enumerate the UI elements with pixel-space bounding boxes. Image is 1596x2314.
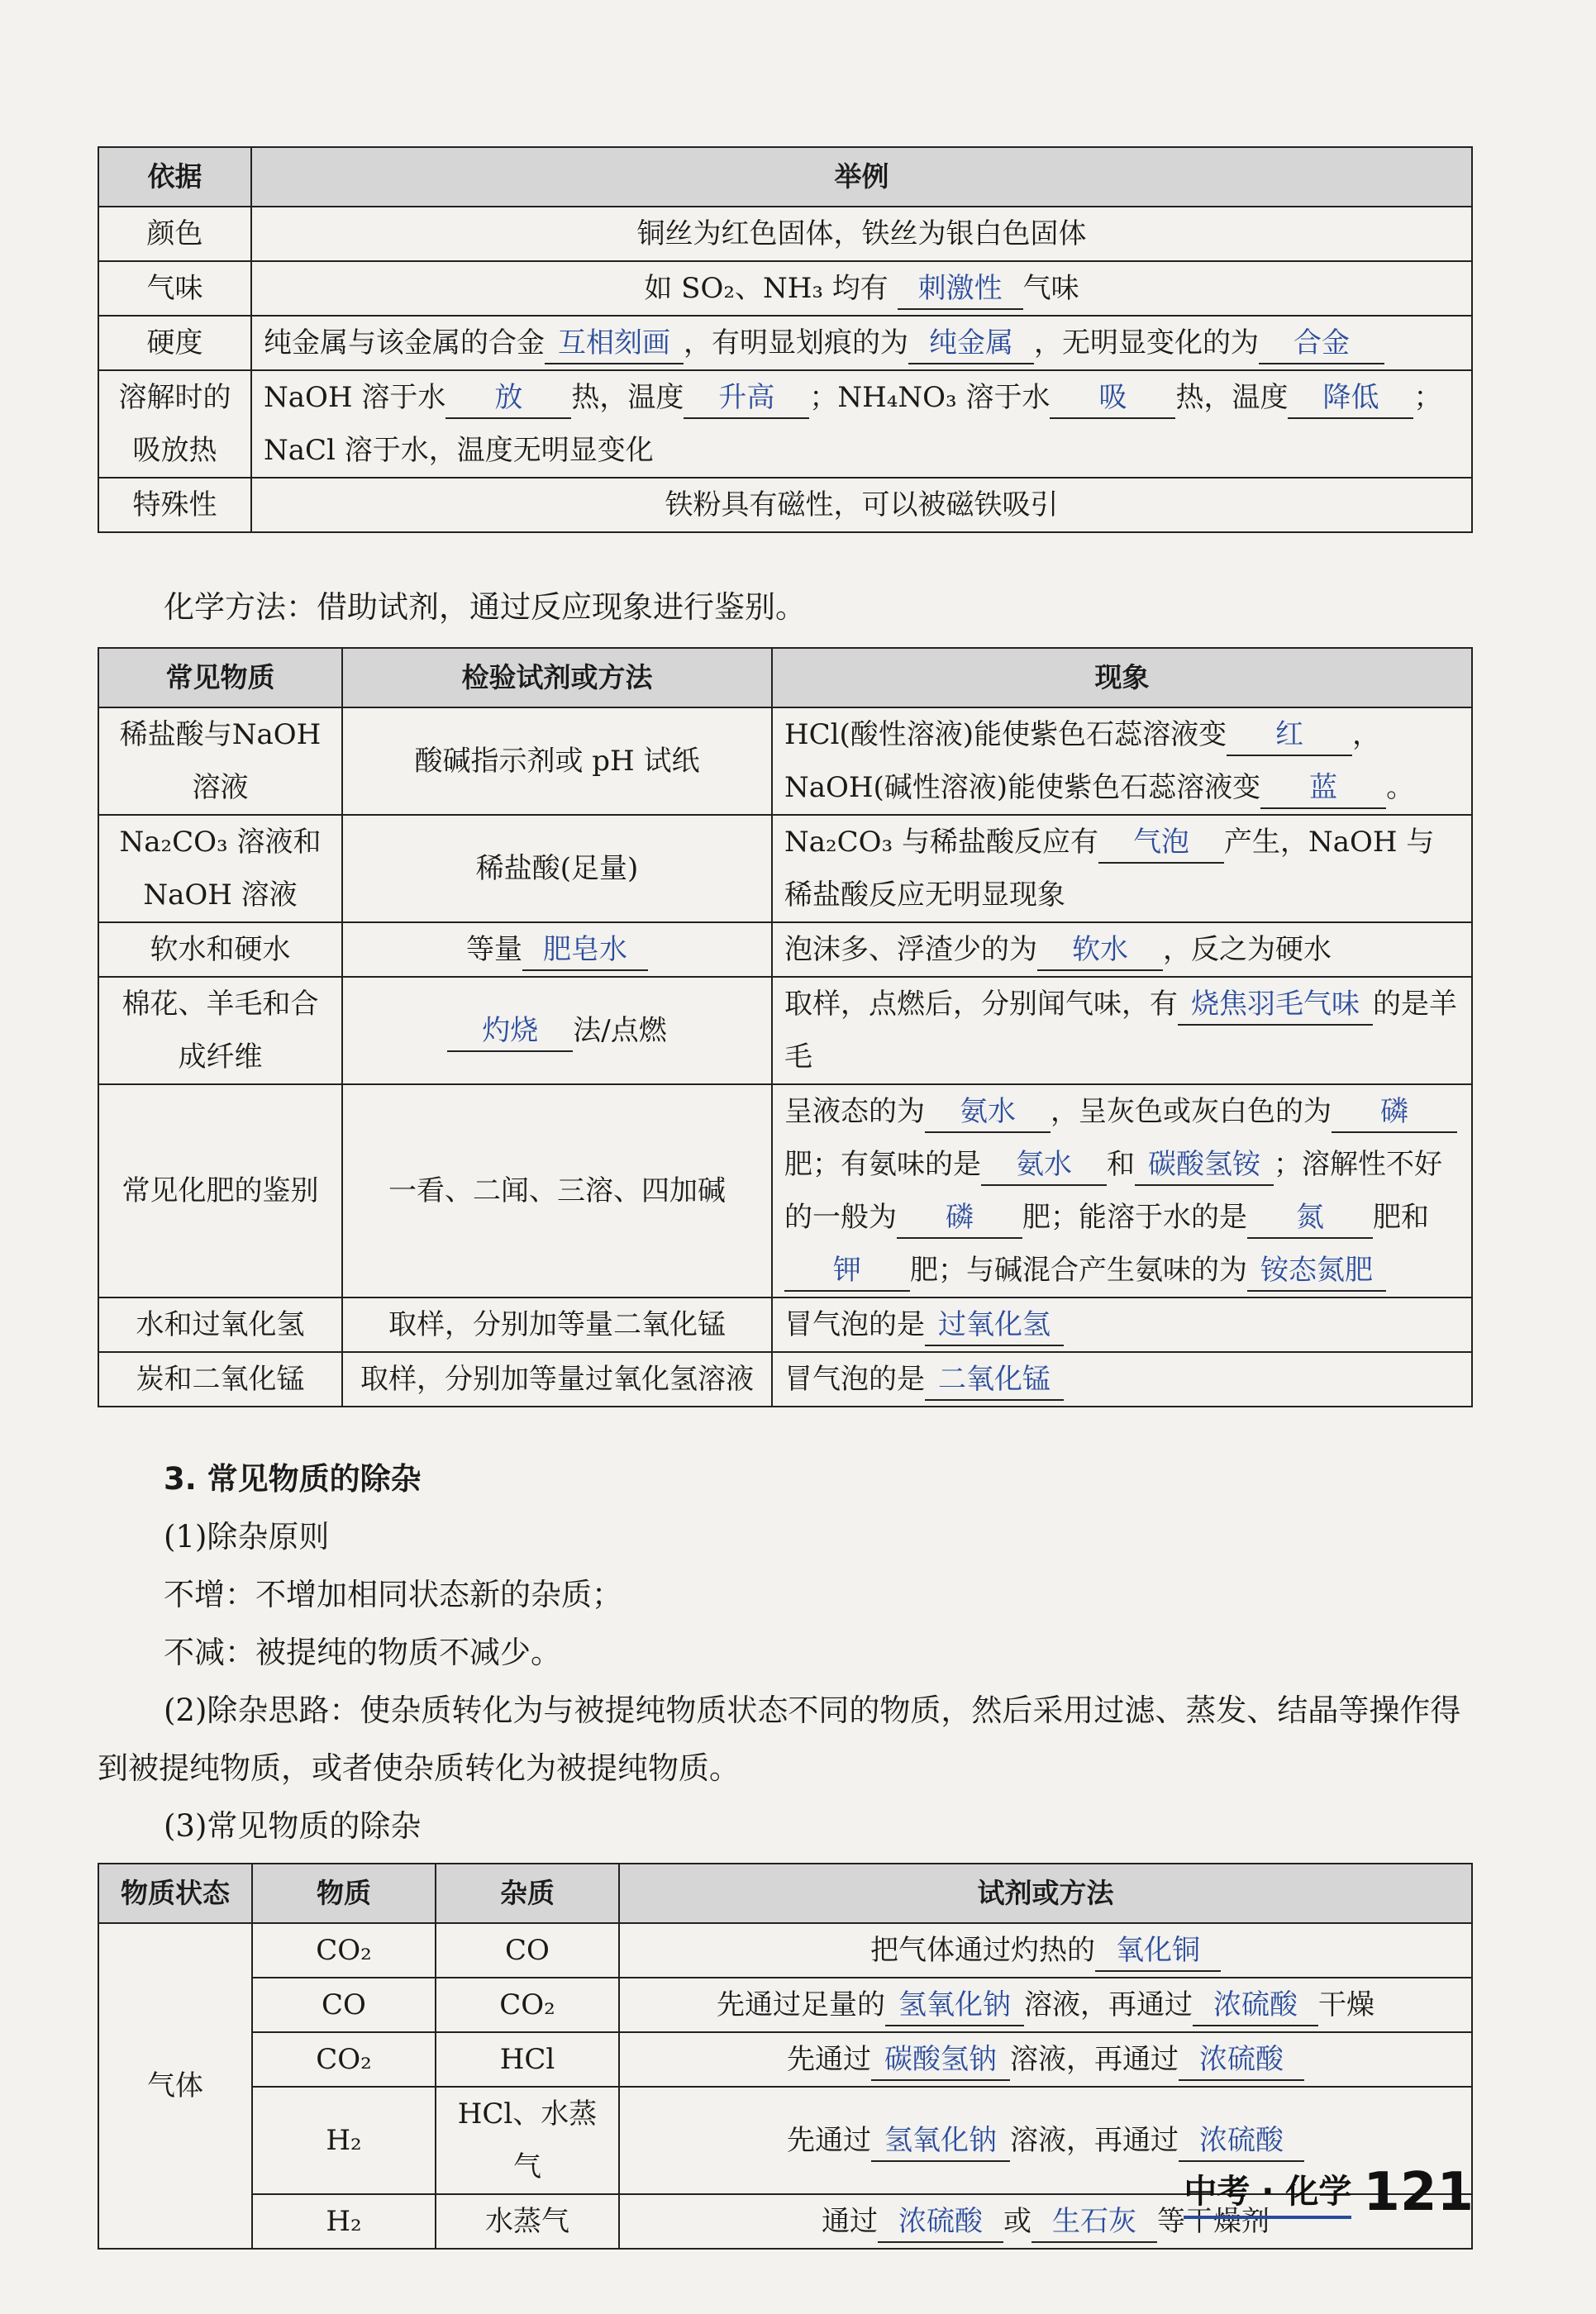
reagent-cell: 通过 浓硫酸 或 生石灰 等干燥剂 [619,2194,1472,2249]
chemical-method-text: 化学方法：借助试剂，通过反应现象进行鉴别。 [164,589,806,625]
substance-cell: Na₂CO₃ 溶液和NaOH 溶液 [98,815,342,922]
impurity-cell: CO [436,1923,619,1978]
header-phenomenon: 现象 [772,648,1472,707]
phenomenon-cell: 冒气泡的是 二氧化锰 [772,1352,1472,1407]
answer-blank: 软水 [1037,930,1163,971]
answer-blank: 吸 [1050,378,1175,419]
answer-blank: 氨水 [925,1092,1051,1133]
answer-blank: 二氧化锰 [925,1359,1064,1401]
answer-blank: 氧化铜 [1095,1931,1221,1972]
physical-method-table [98,146,1473,533]
answer-blank: 浓硫酸 [1193,1985,1318,2026]
impurity-cell: CO₂ [436,1978,619,2032]
table-row [98,977,1472,1084]
substance-cell: 炭和二氧化锰 [98,1352,342,1407]
subject-label: 中考 · 化学 [1184,2165,1351,2219]
substance-cell: CO₂ [252,2032,436,2087]
reagent-cell: 先通过 碳酸氢钠 溶液，再通过 浓硫酸 [619,2032,1472,2087]
answer-blank: 碳酸氢钠 [871,2040,1010,2081]
answer-blank: 蓝 [1260,768,1386,809]
section-3-block [98,1450,1486,1855]
method-cell: 取样，分别加等量过氧化氢溶液 [342,1352,772,1407]
method-cell: 灼烧 法/点燃 [342,977,772,1084]
table-row [98,1297,1472,1352]
header-substance: 常见物质 [98,648,342,707]
answer-blank: 纯金属 [908,323,1034,364]
table-row [98,207,1472,261]
state-cell: 气体 [98,1923,252,2249]
row-label: 硬度 [98,316,251,370]
reagent-cell: 先通过足量的 氢氧化钠 溶液，再通过 浓硫酸 干燥 [619,1978,1472,2032]
answer-blank: 氮 [1247,1197,1373,1239]
substance-cell: 水和过氧化氢 [98,1297,342,1352]
answer-blank: 合金 [1259,323,1384,364]
table-row [98,922,1472,977]
row-text: 纯金属与该金属的合金 互相刻画 ，有明显划痕的为 纯金属 ，无明显变化的为 合金 [251,316,1472,370]
answer-blank: 磷 [897,1197,1022,1239]
section-title: 3. 常见物质的除杂 [164,1461,422,1497]
substance-cell: H₂ [252,2194,436,2249]
answer-blank: 放 [445,378,571,419]
header-method: 检验试剂或方法 [342,648,772,707]
table-row [98,1923,1472,1978]
impurity-cell: HCl [436,2032,619,2087]
answer-blank: 刺激性 [898,269,1023,310]
phenomenon-cell: 泡沫多、浮渣少的为 软水 ，反之为硬水 [772,922,1472,977]
answer-blank: 过氧化氢 [925,1305,1064,1346]
table-row [98,478,1472,532]
phenomenon-cell: 取样，点燃后，分别闻气味，有 烧焦羽毛气味 的是羊毛 [772,977,1472,1084]
answer-blank: 氨水 [981,1145,1107,1186]
substance-cell: H₂ [252,2087,436,2194]
principle-line-1: 不增：不增加相同状态新的杂质； [164,1577,622,1612]
answer-blank: 氢氧化钠 [885,1985,1024,2026]
table-row [98,815,1472,922]
row-label: 颜色 [98,207,251,261]
answer-blank: 灼烧 [447,1011,573,1052]
answer-blank: 碳酸氢铵 [1135,1145,1274,1186]
header-impurity: 杂质 [436,1864,619,1923]
page-footer [1184,2162,1474,2223]
phenomenon-cell: 冒气泡的是 过氧化氢 [772,1297,1472,1352]
substance-cell: CO₂ [252,1923,436,1978]
table-row [98,2032,1472,2087]
header-example: 举例 [251,147,1472,207]
answer-blank: 气泡 [1098,822,1224,864]
table-row [98,261,1472,316]
subsection-3: (3)常见物质的除杂 [164,1808,422,1844]
table-row [98,707,1472,815]
reagent-cell: 先通过 氢氧化钠 溶液，再通过 浓硫酸 [619,2087,1472,2194]
impurity-cell: HCl、水蒸气 [436,2087,619,2194]
table-row [98,1084,1472,1297]
method-cell: 稀盐酸(足量) [342,815,772,922]
table-row [98,1352,1472,1407]
answer-blank: 烧焦羽毛气味 [1178,984,1373,1026]
header-substance: 物质 [252,1864,436,1923]
method-cell: 一看、二闻、三溶、四加碱 [342,1084,772,1297]
answer-blank: 铵态氮肥 [1247,1250,1386,1292]
table-header-row [98,1864,1472,1923]
reagent-cell: 把气体通过灼热的 氧化铜 [619,1923,1472,1978]
answer-blank: 生石灰 [1031,2202,1157,2243]
table-header-row [98,147,1472,207]
row-text: 铜丝为红色固体，铁丝为银白色固体 [251,207,1472,261]
answer-blank: 肥皂水 [522,930,648,971]
page-number: 121 [1363,2162,1474,2223]
phenomenon-cell: Na₂CO₃ 与稀盐酸反应有 气泡 产生，NaOH 与稀盐酸反应无明显现象 [772,815,1472,922]
row-label: 溶解时的吸放热 [98,370,251,478]
substance-cell: 软水和硬水 [98,922,342,977]
row-text: 铁粉具有磁性，可以被磁铁吸引 [251,478,1472,532]
answer-blank: 红 [1227,715,1352,756]
method-cell: 等量 肥皂水 [342,922,772,977]
answer-blank: 磷 [1332,1092,1457,1133]
subsection-1: (1)除杂原则 [164,1519,330,1555]
substance-cell: CO [252,1978,436,2032]
table-row [98,370,1472,478]
impurity-cell: 水蒸气 [436,2194,619,2249]
phenomenon-cell: HCl(酸性溶液)能使紫色石蕊溶液变 红 ，NaOH(碱性溶液)能使紫色石蕊溶液变 蓝 。 [772,707,1472,815]
method-cell: 酸碱指示剂或 pH 试纸 [342,707,772,815]
answer-blank: 浓硫酸 [878,2202,1003,2243]
principle-line-2: 不减：被提纯的物质不减少。 [164,1635,561,1670]
answer-blank: 浓硫酸 [1179,2040,1304,2081]
row-label: 特殊性 [98,478,251,532]
answer-blank: 氢氧化钠 [871,2121,1010,2162]
substance-cell: 棉花、羊毛和合成纤维 [98,977,342,1084]
substance-cell: 稀盐酸与NaOH 溶液 [98,707,342,815]
phenomenon-cell: 呈液态的为 氨水 ，呈灰色或灰白色的为 磷肥；有氨味的是 氨水 和 碳酸氢铵 ；溶解性不好的一般为 磷 肥；能溶于水的是 氮 肥和钾 肥；与碱混合产生氨味的为 铵态氮肥 [772,1084,1472,1297]
substance-cell: 常见化肥的鉴别 [98,1084,342,1297]
table-row [98,316,1472,370]
table-header-row [98,648,1472,707]
subsection-2: (2)除杂思路：使杂质转化为与被提纯物质状态不同的物质，然后采用过滤、蒸发、结晶等操作得到被提纯物质，或者使杂质转化为被提纯物质。 [98,1693,1461,1786]
row-text: NaOH 溶于水 放 热，温度 升高 ；NH₄NO₃ 溶于水 吸 热，温度 降低 ；NaCl 溶于水，温度无明显变化 [251,370,1472,478]
header-reagent: 试剂或方法 [619,1864,1472,1923]
row-label: 气味 [98,261,251,316]
answer-blank: 降低 [1288,378,1413,419]
header-basis: 依据 [98,147,251,207]
table-row [98,1978,1472,2032]
header-state: 物质状态 [98,1864,252,1923]
method-cell: 取样，分别加等量二氧化锰 [342,1297,772,1352]
chemical-method-table [98,647,1473,1407]
row-text: 如 SO₂、NH₃ 均有 刺激性 气味 [251,261,1472,316]
answer-blank: 互相刻画 [545,323,684,364]
answer-blank: 升高 [684,378,809,419]
answer-blank: 浓硫酸 [1179,2121,1304,2162]
answer-blank: 钾 [784,1250,910,1292]
